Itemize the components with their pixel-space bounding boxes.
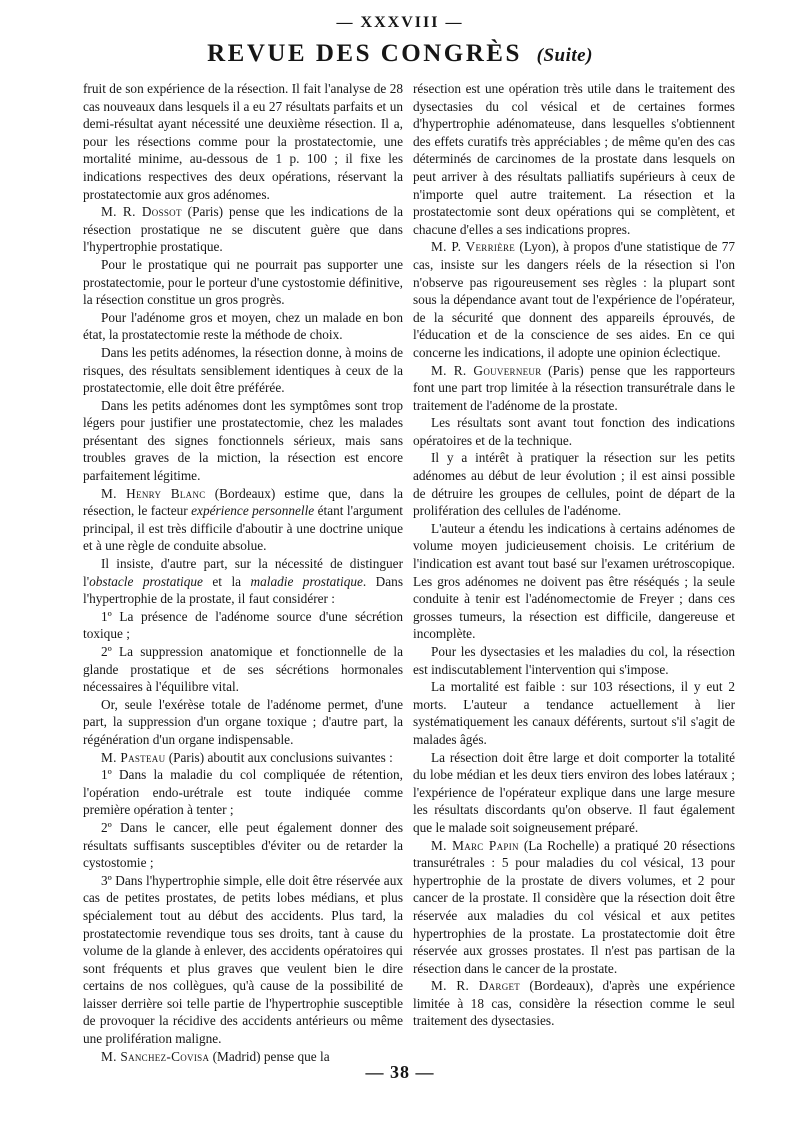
paragraph: [413, 520, 735, 643]
paragraph: [413, 414, 735, 449]
speaker-name: M. R. Darget: [431, 978, 521, 994]
paragraph: [413, 362, 735, 415]
speaker-name: M. P. Verrière: [431, 239, 516, 255]
paragraph: [83, 203, 403, 256]
roman-page-number: — XXXVIII —: [336, 14, 464, 31]
paragraph-text: Pour le prostatique qui ne pourrait pas supporter une prostatectomie, pour le porteur d'une cystostomie définitive, la résection constitue un gros progrès.: [83, 256, 403, 308]
paragraph-text: . Dans l'hypertrophie de la prostate, il faut considérer :: [83, 573, 403, 607]
paragraph-text: 3º Dans l'hypertrophie simple, elle doit être réservée aux cas de petites prostates, de petits lobes médians, et plus spécialement tout au début des accidents. Plus tard, la prostatectomie revendique tous ses droits, tant à cause du volume de la glande à enlever, des accidents opératoires qui sont fréquents et plus graves que veulent bien le dire certains de nos collègues, qu'à cause de la possibilité de laisser derrière soi telle partie de l'hypertrophie susceptible de provoquer la récidive des accidents antérieurs ou même une prolifération maligne.: [83, 872, 403, 1047]
paragraph: [83, 80, 403, 203]
right-column: [413, 80, 735, 1030]
paragraph-text: (Lyon), à propos d'une statistique de 77 cas, insiste sur les dangers réels de la résection si l'on n'observe pas rigoureusement ses règles : la plupart sont sous la dépendance avant tout de l'expérience de l'opérateur, de la sécurité que donnent des appareils éprouvés, de l'éducation et de la conscience de ses aides. En ce qui concerne les indications, il adopte une opinion éclectique.: [413, 239, 735, 360]
paragraph-text: (Paris) pense que les indications de la résection prostatique ne se discutent guère que dans l'hypertrophie prostatique.: [83, 204, 403, 255]
speaker-name: M. Marc Papin: [431, 837, 519, 853]
paragraph: [413, 837, 735, 978]
paragraph-text: Or, seule l'exérèse totale de l'adénome permet, d'une part, la suppression d'un organe toxique ; d'autre part, la régénération d'un organe indispensable.: [83, 696, 403, 747]
paragraph-text: Il y a intérêt à pratiquer la résection sur les petits adénomes au début de leur évolution ; il est ainsi possible de détruire les groupes de cellules, point de départ de la prolifération des cellules de l'adénome.: [413, 450, 735, 519]
speaker-name: M. Sanchez-Covisa: [101, 1048, 210, 1064]
paragraph: [83, 608, 403, 643]
paragraph-text: étant l'argument principal, il est très difficile d'aboutir à une doctrine unique et à une règle de conduite absolue.: [83, 503, 403, 554]
paragraph-text: (Bordeaux), d'après une expérience limitée à 18 cas, considère la résection comme le seul traitement des dysectasies.: [413, 978, 735, 1029]
paragraph: [83, 766, 403, 819]
paragraph-text: et la: [202, 573, 251, 589]
paragraph: [83, 309, 403, 344]
speaker-name: M. R. Gouverneur: [431, 362, 542, 378]
paragraph-text: (Bordeaux) estime que, dans la résection, le facteur: [83, 485, 403, 519]
speaker-name: M. Pasteau: [101, 749, 166, 765]
paragraph: [83, 485, 403, 555]
paragraph: [83, 256, 403, 309]
paragraph-text: Dans les petits adénomes dont les symptômes sont trop légers pour justifier une prostatectomie, chez les malades présentant des signes fonctionnels sérieux, mais sans troubles graves de la miction, la résection est encore parfaitement légitime.: [83, 397, 403, 484]
paragraph: [83, 872, 403, 1048]
paragraph-text: (Paris) aboutit aux conclusions suivantes :: [165, 749, 393, 765]
paragraph: [83, 344, 403, 397]
italic-term: obstacle prostatique: [89, 573, 203, 589]
paragraph-text: (Paris) pense que les rapporteurs font une part trop limitée à la résection transurétrale dans le traitement de l'adénome de la prostate.: [413, 362, 735, 413]
paragraph-text: Les résultats sont avant tout fonction des indications opératoires et de la technique.: [413, 415, 735, 448]
speaker-name: M. Henry Blanc: [101, 485, 206, 501]
speaker-name: M. R. Dossot: [101, 204, 182, 220]
paragraph: [413, 80, 735, 238]
paragraph-text: L'auteur a étendu les indications à certains adénomes de volume moyen judicieusement choisis. Le critérium de l'indication est avant tout basé sur l'examen urétroscopique. Les gros adénomes ne doivent pas être réséqués ; la seule conduite à tenir est l'adénomectomie de Freyer ; dans ces grosses tumeurs, la résection est difficile, dangereuse et incomplète.: [413, 520, 735, 642]
paragraph: [413, 643, 735, 678]
paragraph: [83, 643, 403, 696]
paragraph-text: 1º La présence de l'adénome source d'une sécrétion toxique ;: [83, 608, 403, 642]
paragraph-text: résection est une opération très utile dans le traitement des dysectasies du col vésical et de certaines formes d'hypertrophie adénomateuse, dans lesquelles s'obtiennent des effets curatifs très appréciables ; de même qu'en des cas déterminés de carcinomes de la prostate dans lesquels on peut arriver à des résultats palliatifs supérieurs à ceux de n'importe quel autre traitement. La résection et la prostatectomie sont deux opérations qui se complètent, et chacune d'elles a ses indications propres.: [413, 81, 735, 237]
paragraph-text: fruit de son expérience de la résection. Il fait l'analyse de 28 cas nouveaux dans lesquels il a eu 27 résultats parfaits et un demi-résultat ayant nécessité une deuxième résection. Il a, pour les résections comme pour la prostatectomie, une mortalité minime, au-dessous de 1 p. 100 ; il fixe les indications respectives des deux opérations, réservant la prostatectomie aux gros adénomes.: [83, 81, 403, 202]
page-number: — 38 —: [365, 1062, 435, 1082]
paragraph-text: Il insiste, d'autre part, sur la nécessité de distinguer l': [83, 556, 403, 589]
running-title: [0, 40, 800, 68]
paragraph-text: (Madrid) pense que la: [209, 1048, 330, 1064]
paragraph-text: (La Rochelle) a pratiqué 20 résections transurétrales : 5 pour maladies du col vésical, 13 pour hypertrophie de la prostate de divers volumes, et 2 pour cancer de la prostate. Il considère que la résection doit être réservée aux maladies du col vésical et aux petites hypertrophies de la prostate. La prostatectomie doit être réservée aux grosses prostates. Il n'est pas partisan de la résection dans le cancer de la prostate.: [413, 837, 735, 976]
italic-term: expérience personnelle: [191, 503, 315, 519]
paragraph: [413, 238, 735, 361]
paragraph-text: 2º Dans le cancer, elle peut également donner des résultats suffisants susceptibles d'éviter ou de retarder la cystostomie ;: [83, 819, 403, 871]
section-title-suite: (Suite): [536, 45, 593, 66]
paragraph: [83, 696, 403, 749]
paragraph-text: La mortalité est faible : sur 103 résections, il y eut 2 morts. L'auteur a tendance actuellement à lier systématiquement les canaux déférents, surtout s'il s'agit de malades âgés.: [413, 679, 735, 747]
paragraph-text: La résection doit être large et doit comporter la totalité du lobe médian et les deux tiers environ des lobes latéraux ; l'expérience de l'opérateur explique dans une large mesure les résultats discordants qu'on observe. Il faut également que le malade soit soigneusement préparé.: [413, 749, 735, 835]
section-title: REVUE DES CONGRÈS: [207, 40, 522, 67]
paragraph-text: 2º La suppression anatomique et fonctionnelle de la glande prostatique et de ses sécrétions hormonales nécessaires à l'équilibre vital.: [83, 644, 403, 695]
italic-term: maladie prostatique: [250, 573, 363, 589]
paragraph-text: Pour l'adénome gros et moyen, chez un malade en bon état, la prostatectomie reste la méthode de choix.: [83, 309, 403, 343]
left-column: [83, 80, 403, 1065]
paragraph: [413, 678, 735, 748]
paragraph-text: 1º Dans la maladie du col compliquée de rétention, l'opération endo-urétrale est toute indiquée comme première opération à tenter ;: [83, 767, 403, 818]
paragraph: [413, 449, 735, 519]
paragraph: [413, 749, 735, 837]
paragraph: [83, 819, 403, 872]
paragraph: [83, 749, 403, 767]
paragraph-text: Pour les dysectasies et les maladies du col, la résection est indiscutablement l'intervention qui s'impose.: [413, 644, 735, 677]
paragraph-text: Dans les petits adénomes, la résection donne, à moins de risques, des résultats sensiblement identiques à ceux de la prostatectomie, elle doit être préférée.: [83, 344, 403, 396]
paragraph: [83, 555, 403, 608]
paragraph: [83, 397, 403, 485]
paragraph: [413, 977, 735, 1030]
